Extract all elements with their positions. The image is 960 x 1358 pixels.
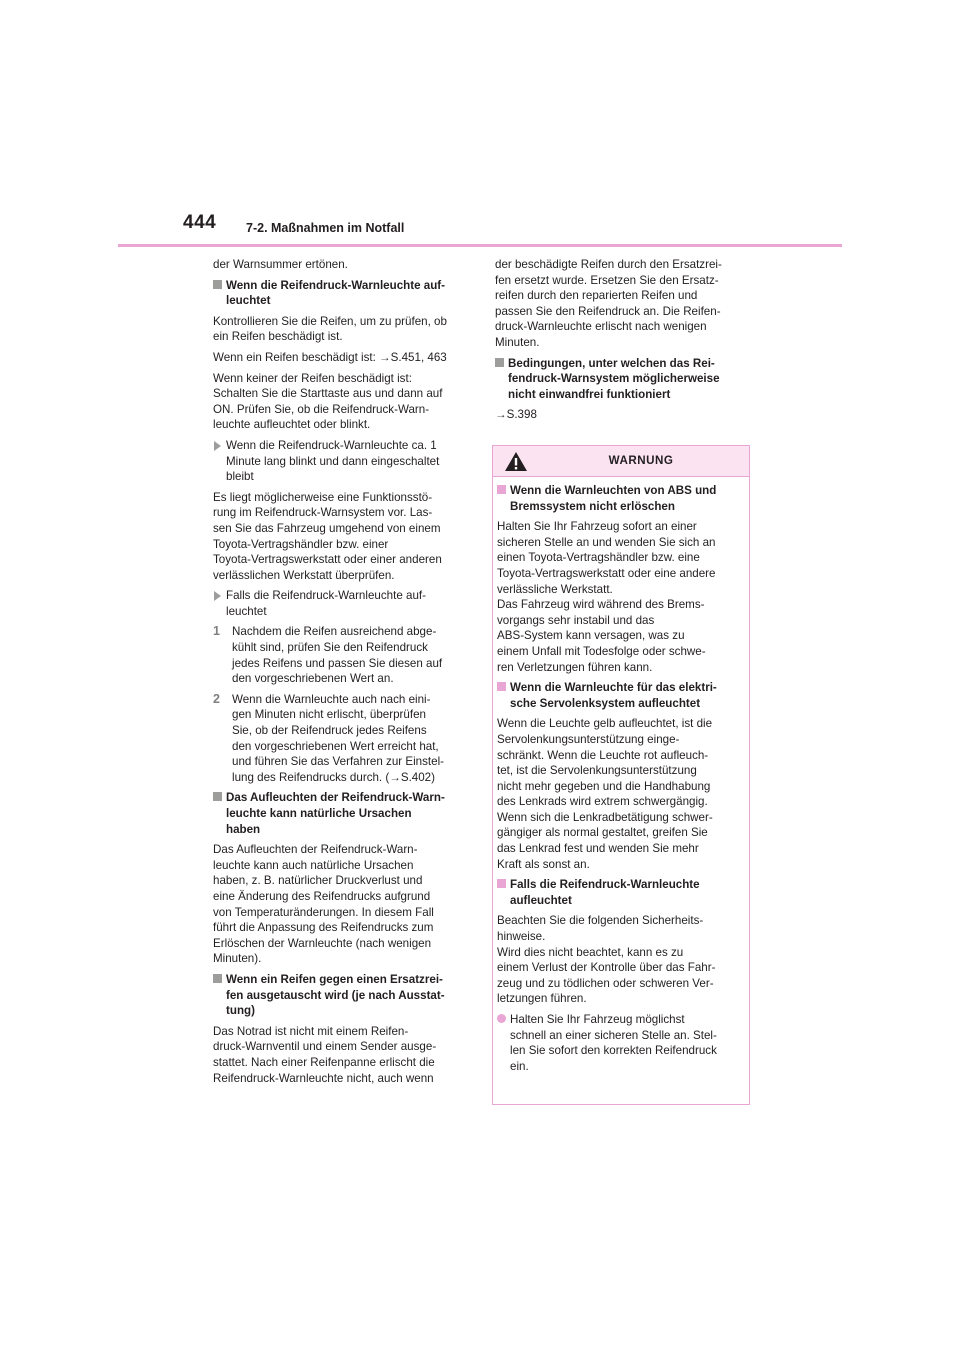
warning-box [492, 445, 750, 1105]
step-1 [213, 624, 469, 686]
square-bullet-icon [213, 280, 222, 289]
section-title: 7-2. Maßnahmen im Notfall [246, 221, 405, 235]
square-bullet-icon [497, 682, 506, 691]
heading-system-conditions [495, 356, 751, 403]
paragraph: der Warnsummer ertönen. [213, 258, 348, 271]
paragraph: Das Notrad ist nicht mit einem Reifen- druck-Warnventil und einem Sender ausge- stattet. Nach einer Reifenpanne erlischt die Reifendruck-Warnleuchte nicht, auch wenn [213, 1024, 437, 1085]
paragraph: Beachten Sie die folgenden Sicherheits- hinweise. Wird dies nicht beachtet, kann es zu einem Verlust der Kontrolle über das Fahr- zeug und zu tödlichen oder schweren Ver- letzungen führen. [497, 914, 716, 1006]
warning-title: WARNUNG [608, 454, 674, 467]
square-bullet-icon [497, 879, 506, 888]
paragraph-page-reference: Wenn ein Reifen beschädigt ist: →S.451, 463 [213, 350, 447, 364]
heading-text: Wenn ein Reifen gegen einen Ersatzrei- fen ausgetauscht wird (je nach Ausstat- tung) [226, 972, 445, 1018]
warning-header [493, 446, 749, 477]
step-number: 2 [213, 691, 220, 706]
heading-text: Falls die Reifendruck-Warnleuchte aufleuchtet [510, 878, 700, 907]
left-column [213, 257, 469, 1091]
paragraph: Wenn die Leuchte gelb aufleuchtet, ist die Servolenkungsunterstützung einge- schränkt. Wenn die Leuchte rot aufleuch- tet, ist die Servolenkungsunterstützung nicht mehr gegeben und die Handhabung des Lenkrads wird extrem schwergängig. Wenn sich die Lenkradbetätigung schwer- gängiger als normal gestaltet, greifen Sie das Lenkrad fest und wenden Sie mehr Kraft als sonst an. [497, 717, 713, 871]
step-text: Nachdem die Reifen ausreichend abge- kühlt sind, prüfen Sie den Reifendruck jedes Reifens und passen Sie diesen auf den vorgeschriebenen Wert an. [232, 625, 443, 686]
triangle-bullet-icon [214, 591, 221, 601]
heading-spare-tire [213, 972, 469, 1019]
subheading-text: Wenn die Reifendruck-Warnleuchte ca. 1 Minute lang blinkt und dann eingeschaltet bleibt [226, 438, 440, 484]
square-bullet-icon [495, 358, 504, 367]
warning-heading-tire [497, 877, 745, 908]
warning-triangle-icon [504, 451, 528, 472]
paragraph: Halten Sie Ihr Fahrzeug sofort an einer sicheren Stelle an und wenden Sie sich an einen Toyota-Vertragshändler bzw. eine Toyota-Vertragswerkstatt oder eine andere verlässliche Werkstatt. Das Fahrzeug wird während des Brems- vorgangs sehr instabil und das ABS-System kann versagen, was zu einem Unfall mit Todesfolge oder schwe- ren Verletzungen führen kann. [497, 520, 716, 674]
heading-tire-warning-on [213, 278, 469, 309]
step-number: 1 [213, 624, 220, 639]
warning-bullet-item [497, 1012, 745, 1074]
square-bullet-icon [213, 792, 222, 801]
subheading-text: Falls die Reifendruck-Warnleuchte auf- leuchtet [226, 589, 426, 618]
paragraph: Es liegt möglicherweise eine Funktionsstö- rung im Reifendruck-Warnsystem vor. Las- sen Sie das Fahrzeug umgehend von einem Toyota-Vertragshändler bzw. einer Toyota-Vertragswerkstatt oder einer anderen verlässlichen Werkstatt überprüfen. [213, 490, 442, 582]
square-bullet-icon [497, 485, 506, 494]
subheading-blinks [213, 438, 469, 485]
subheading-lights-up [213, 588, 469, 619]
triangle-bullet-icon [214, 441, 221, 451]
circle-bullet-icon [497, 1014, 506, 1023]
paragraph: Wenn keiner der Reifen beschädigt ist: Schalten Sie die Starttaste aus und dann auf ON. Prüfen Sie, ob die Reifendruck-Warn- leuchte aufleuchtet oder blinkt. [213, 371, 443, 432]
header-divider [118, 244, 842, 247]
paragraph: Kontrollieren Sie die Reifen, um zu prüfen, ob ein Reifen beschädigt ist. [213, 314, 447, 344]
square-bullet-icon [213, 974, 222, 983]
warning-heading-abs [497, 483, 745, 514]
heading-natural-causes [213, 790, 469, 837]
heading-text: Wenn die Reifendruck-Warnleuchte auf- leuchtet [226, 278, 446, 308]
step-2 [213, 692, 469, 786]
paragraph: der beschädigte Reifen durch den Ersatzrei- fen ersetzt wurde. Ersetzen Sie den Ersatz- reifen durch den reparierten Reifen und passen Sie den Reifendruck an. Die Reifen- druck-Warnleuchte erlischt nach wenigen Minuten. [495, 258, 722, 349]
heading-text: Wenn die Warnleuchte für das elektri- sche Servolenksystem aufleuchtet [510, 681, 717, 710]
page-number: 444 [183, 212, 217, 233]
right-column [495, 257, 751, 428]
warning-heading-steering [497, 680, 745, 711]
heading-text: Das Aufleuchten der Reifendruck-Warn- leuchte kann natürliche Ursachen haben [226, 791, 445, 836]
paragraph: Das Aufleuchten der Reifendruck-Warn- leuchte kann auch natürliche Ursachen haben, z. B. natürlicher Druckverlust und eine Änderung des Reifendrucks aufgrund von Temperaturänderungen. In diesem Fall führt die Anpassung des Reifendrucks zum Erlöschen der Warnleuchte (nach wenigen Minuten). [213, 843, 434, 966]
heading-text: Wenn die Warnleuchten von ABS und Bremssystem nicht erlöschen [510, 484, 717, 513]
warning-body [493, 477, 749, 1074]
heading-text: Bedingungen, unter welchen das Rei- fendruck-Warnsystem möglicherweise nicht einwandfrei funktioniert [508, 356, 720, 401]
step-text: Wenn die Warnleuchte auch nach eini- gen Minuten nicht erlischt, überprüfen Sie, ob der Reifendruck jedes Reifens den vorgeschriebenen Wert erreicht hat, und führen Sie das Verfahren zur Einstel- lung des Reifendrucks durch. (→S.402) [232, 692, 445, 784]
paragraph-page-reference: →S.398 [495, 408, 537, 422]
bullet-text: Halten Sie Ihr Fahrzeug möglichst schnell an einer sicheren Stelle an. Stel- len Sie sofort den korrekten Reifendruck ein. [510, 1013, 717, 1073]
